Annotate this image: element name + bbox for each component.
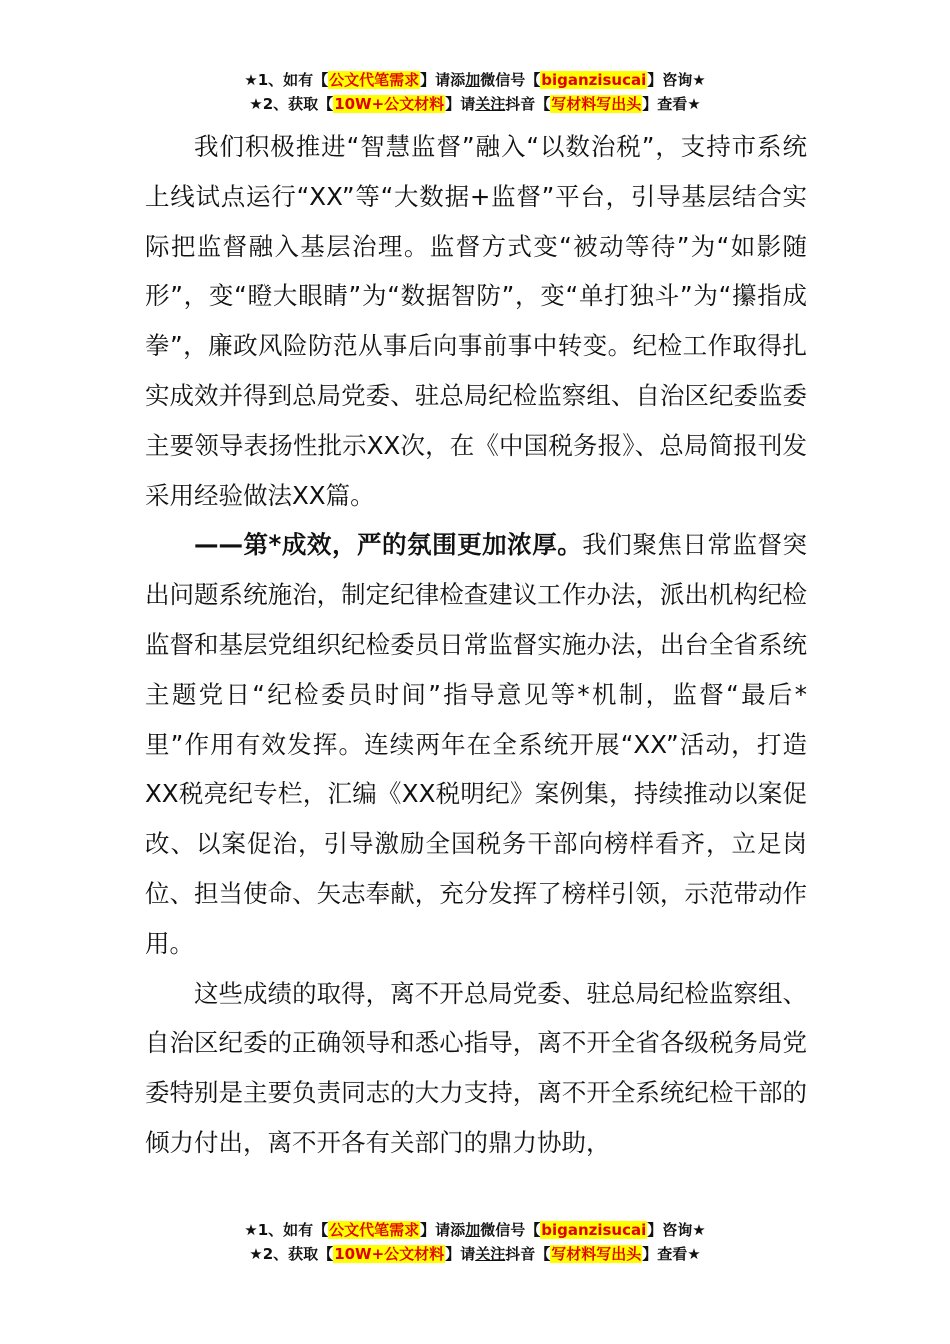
paragraph-text: 我们聚焦日常监督突出问题系统施治，制定纪律检查建议工作办法，派出机构纪检监督和基层党组织纪检委员日常监督实施办法，出台全省系统主题党日“纪检委员时间”指导意见等*机制，监督“最后*里”作用有效发挥。连续两年在全系统开展“XX”活动，打造XX税亮纪专栏，汇编《XX税明纪》案例集，持续推动以案促改、以案促治，引导激励全国税务干部向榜样看齐，立足岗位、担当使命、矢志奉献，充分发挥了榜样引领，示范带动作用。 bbox=[145, 530, 808, 958]
underlined-text: 关注 bbox=[475, 95, 506, 113]
banner-text: 】请添 bbox=[420, 1221, 466, 1239]
banner-text: ★1、如有【 bbox=[244, 71, 329, 89]
banner-line-1 bbox=[0, 1218, 950, 1242]
underlined-text: 加 bbox=[465, 1221, 481, 1239]
banner-text: ★1、如有【 bbox=[244, 1221, 329, 1239]
banner-text: 】请添 bbox=[420, 71, 466, 89]
highlight-text: 写材料写出头 bbox=[551, 1245, 642, 1263]
highlight-text: 公文代笔需求 bbox=[329, 1221, 420, 1239]
banner-text: 微信号【 bbox=[480, 71, 541, 89]
highlight-text: biganzisucai bbox=[541, 1221, 647, 1239]
banner-line-1 bbox=[0, 68, 950, 92]
header-banner bbox=[0, 68, 950, 116]
banner-text: 微信号【 bbox=[480, 1221, 541, 1239]
banner-text: 抖音【 bbox=[505, 95, 551, 113]
paragraph-text: 我们积极推进“智慧监督”融入“以数治税”，支持市系统上线试点运行“XX”等“大数据+监督”平台，引导基层结合实际把监督融入基层治理。监督方式变“被动等待”为“如影随形”，变“瞪大眼睛”为“数据智防”，变“单打独斗”为“攥指成拳”，廉政风险防范从事后向事前事中转变。纪检工作取得扎实成效并得到总局党委、驻总局纪检监察组、自治区纪委监委主要领导表扬性批示XX次，在《中国税务报》、总局简报刊发采用经验做法XX篇。 bbox=[145, 132, 807, 510]
highlight-text: 公文代笔需求 bbox=[329, 71, 420, 89]
banner-text: 】查看★ bbox=[642, 1245, 701, 1263]
banner-text: 】咨询★ bbox=[647, 1221, 706, 1239]
banner-text: 】请 bbox=[445, 95, 476, 113]
banner-text: 】咨询★ bbox=[647, 71, 706, 89]
banner-line-2 bbox=[0, 1242, 950, 1266]
document-body bbox=[145, 122, 807, 1168]
highlight-text: 10W+公文材料 bbox=[334, 1245, 445, 1263]
banner-text: 】请 bbox=[445, 1245, 476, 1263]
banner-text: 抖音【 bbox=[505, 1245, 551, 1263]
highlight-text: 写材料写出头 bbox=[551, 95, 642, 113]
highlight-text: biganzisucai bbox=[541, 71, 647, 89]
paragraph bbox=[145, 520, 807, 968]
banner-text: ★2、获取【 bbox=[249, 95, 334, 113]
underlined-text: 加 bbox=[465, 71, 481, 89]
paragraph bbox=[145, 969, 807, 1168]
footer-banner bbox=[0, 1218, 950, 1266]
paragraph-heading: ——第*成效，严的氛围更加浓厚。 bbox=[194, 530, 583, 560]
banner-text: 】查看★ bbox=[642, 95, 701, 113]
paragraph bbox=[145, 122, 807, 520]
paragraph-text: 这些成绩的取得，离不开总局党委、驻总局纪检监察组、自治区纪委的正确领导和悉心指导，离不开全省各级税务局党委特别是主要负责同志的大力支持，离不开全系统纪检干部的倾力付出，离不开各有关部门的鼎力协助， bbox=[145, 978, 807, 1157]
highlight-text: 10W+公文材料 bbox=[334, 95, 445, 113]
banner-line-2 bbox=[0, 92, 950, 116]
banner-text: ★2、获取【 bbox=[249, 1245, 334, 1263]
underlined-text: 关注 bbox=[475, 1245, 506, 1263]
